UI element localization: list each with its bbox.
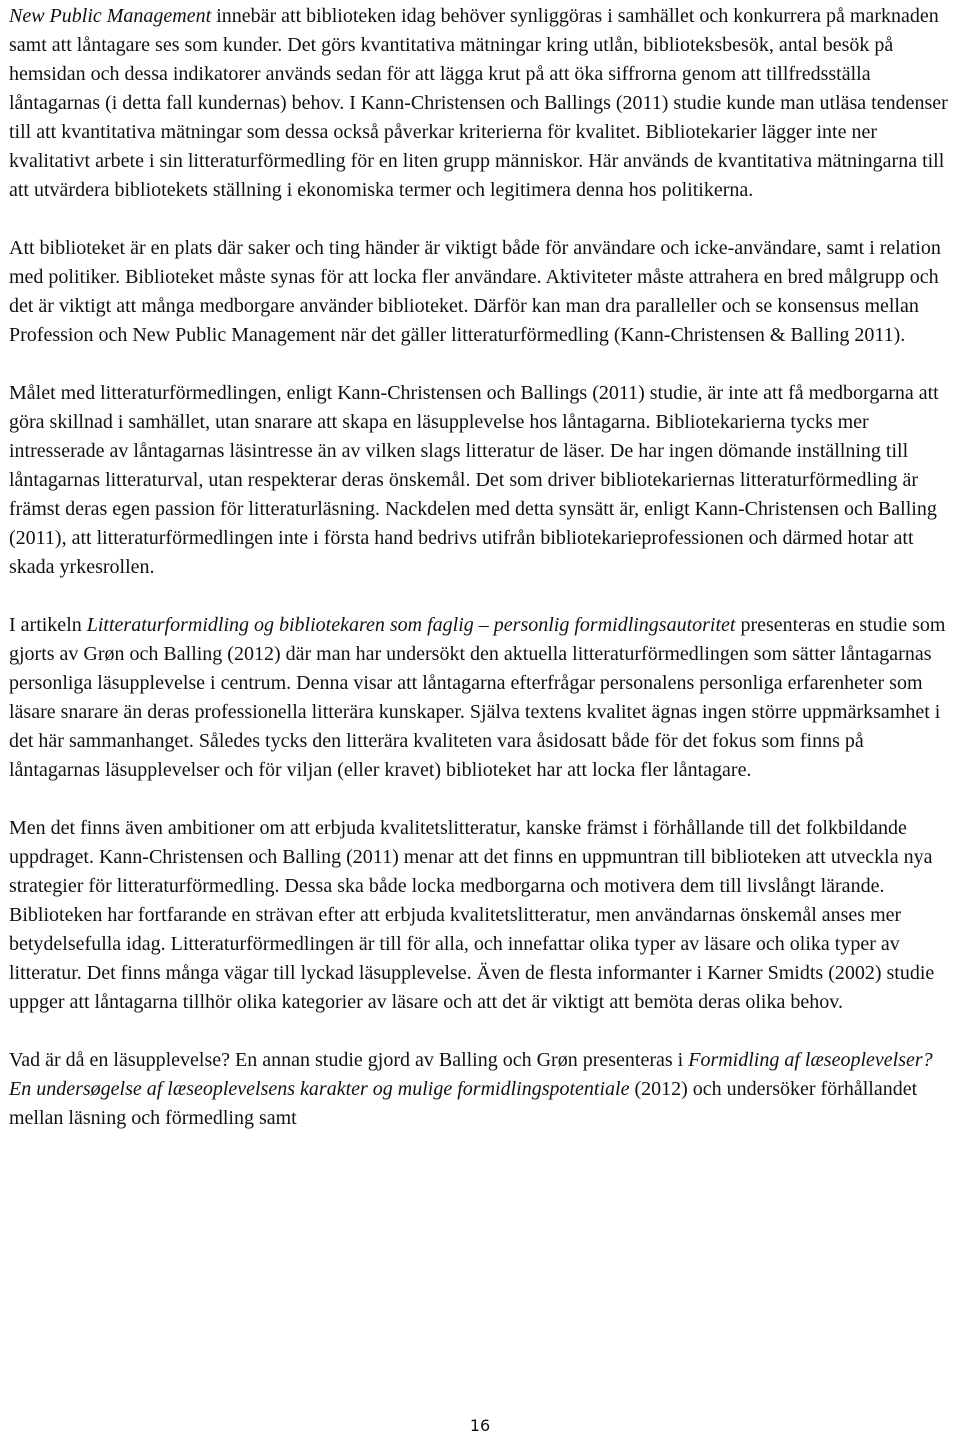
paragraph-text: presenteras en studie som gjorts av Grøn och Balling (2012) där man har undersökt den aktuella litteraturförmedlingen som sätter låntagarnas personliga läsupplevelse i centrum. Denna visar att låntagarna efterfrågar personalens personliga erfarenheter som läsare snarare än deras professionella litterära kunskaper. Själva textens kvalitet ägnas ingen större uppmärksamhet i det här sammanhanget. Således tycks den litterära kvaliteten vara åsidosatt både för det fokus som finns på låntagarnas läsupplevelser och för viljan (eller kravet) biblioteket har att locka fler låntagare. <box>9 614 946 781</box>
article-title: Litteraturformidling og bibliotekaren som faglig – personlig formidlingsautoritet <box>86 614 736 636</box>
paragraph-quality-literature <box>9 814 955 1017</box>
paragraph-library-as-place <box>9 234 955 350</box>
paragraph-lead: Vad är då en läsupplevelse? En annan studie gjord av Balling och Grøn presenteras i <box>9 1049 689 1071</box>
paragraph-text: innebär att biblioteken idag behöver synliggöras i samhället och konkurrera på marknaden samt att låntagare ses som kunder. Det görs kvantitativa mätningar kring utlån, biblioteksbesök, antal besök på hemsidan och dessa indikatorer används sedan för att lägga krut på att öka siffrorna genom att tillfredsställa låntagarnas (i detta fall kundernas) behov. I Kann-Christensen och Ballings (2011) studie kunde man utläsa tendenser till att kvantitativa mätningar som dessa också påverkar kriterierna för kvalitet. Bibliotekarier lägger inte ner kvalitativt arbete i sin litteraturförmedling för en liten grupp människor. Här används de kvantitativa mätningarna till att utvärdera bibliotekets ställning i ekonomiska termer och legitimera denna hos politikerna. <box>9 5 948 201</box>
paragraph-text: Att biblioteket är en plats där saker och ting händer är viktigt både för användare och icke-användare, samt i relation med politiker. Biblioteket måste synas för att locka fler användare. Aktiviteter måste attrahera en bred målgrupp och det är viktigt att många medborgare använder biblioteket. Därför kan man dra paralleller och se konsensus mellan Profession och New Public Management när det gäller litteraturförmedling (Kann-Christensen & Balling 2011). <box>9 237 941 346</box>
paragraph-text: Men det finns även ambitioner om att erbjuda kvalitetslitteratur, kanske främst i förhållande till det folkbildande uppdraget. Kann-Christensen och Balling (2011) menar att det finns en uppmuntran till biblioteken att utveckla nya strategier för litteraturförmedling. Dessa ska både locka medborgarna och motivera dem till livslångt lärande. Biblioteken har fortfarande en strävan efter att erbjuda kvalitetslitteratur, men användarnas önskemål anses mer betydelsefulla idag. Litteraturförmedlingen är till för alla, och innefattar olika typer av läsare och olika typer av litteratur. Det finns många vägar till lyckad läsupplevelse. Även de flesta informanter i Karner Smidts (2002) studie uppger att låntagarna tillhör olika kategorier av läsare och att det är viktigt att bemöta deras olika behov. <box>9 817 935 1013</box>
paragraph-new-public-management <box>9 2 955 205</box>
study-title: Formidling af læseoplevelser? En undersøgelse af læseoplevelsens karakter og mulige formidlingspotentiale <box>9 1049 933 1100</box>
italic-term: New Public Management <box>9 5 212 27</box>
paragraph-text: (2012) och undersöker förhållandet mellan läsning och förmedling samt <box>9 1078 918 1129</box>
paragraph-reading-experience <box>9 1046 955 1133</box>
paragraph-text: Målet med litteraturförmedlingen, enligt Kann-Christensen och Ballings (2011) studie, är inte att få medborgarna att göra skillnad i samhället, utan snarare att skapa en läsupplevelse hos låntagarna. Bibliotekarierna tycks mer intresserade av låntagarnas läsintresse än av vilken slags litteratur de läser. De har ingen dömande inställning till låntagarnas litteraturval, utan respekterar deras önskemål. Det som driver bibliotekariernas litteraturförmedling är främst deras egen passion för litteraturläsning. Nackdelen med detta synsätt är, enligt Kann-Christensen och Balling (2011), att litteraturförmedlingen inte i första hand bedrivs utifrån bibliotekarieprofessionen och därmed hotar att skada yrkesrollen. <box>9 382 939 578</box>
document-page <box>9 2 955 1133</box>
paragraph-lead: I artikeln <box>9 614 87 636</box>
page-number: 16 <box>469 1416 491 1435</box>
paragraph-goal-of-mediation <box>9 379 955 582</box>
paragraph-article-gron-balling <box>9 611 955 785</box>
